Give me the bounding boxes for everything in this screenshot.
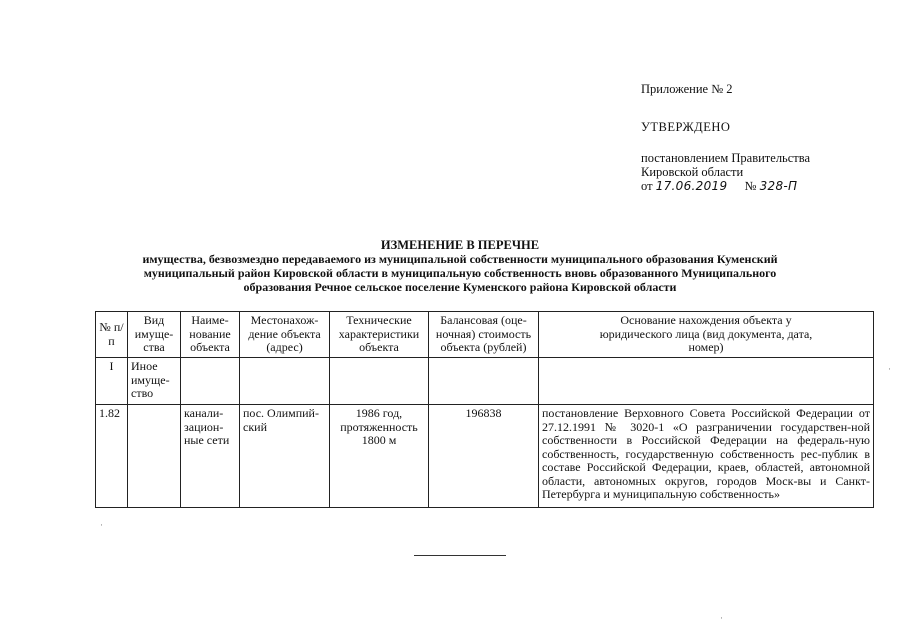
section-num: I [96,358,128,405]
section-empty-cell [539,358,874,405]
scan-speck: · [888,364,891,374]
date-value: 17.06.2019 [655,179,728,193]
table-row-item [96,405,874,508]
header-num: № п/п [96,312,128,358]
item-tech: 1986 год, протяженность 1800 м [330,405,429,508]
number-prefix: № [744,179,757,193]
header-value: Балансовая (оце-ночная) стоимость объекта (рублей) [429,312,539,358]
table-header-row [96,312,874,358]
item-num: 1.82 [96,405,128,508]
section-empty-cell [429,358,539,405]
header-address: Местонахож-дение объекта (адрес) [240,312,330,358]
approved-by-line2: Кировской области [641,165,744,179]
approved-by-line1: постановлением Правительства [641,151,811,165]
header-basis: Основание нахождения объекта у юридического лица (вид документа, дата, номер) [539,312,874,358]
header-type: Вид имуще-ства [128,312,181,358]
section-empty-cell [181,358,240,405]
item-address: пос. Олимпий-ский [240,405,330,508]
scan-speck: · [720,613,723,623]
footer-separator-line [414,555,506,556]
item-name: канали-зацион-ные сети [181,405,240,508]
header-name: Наиме-нование объекта [181,312,240,358]
property-table [95,311,874,508]
date-prefix: от [641,179,653,193]
section-type: Иное имуще-ство [128,358,181,405]
number-value: 328-П [759,179,798,193]
document-title-line1: имущества, безвозмездно передаваемого из муниципальной собственности муниципального образования Куменский [142,252,778,266]
approval-date-line [641,179,797,193]
item-value: 196838 [429,405,539,508]
header-tech: Технические характеристики объекта [330,312,429,358]
scan-speck: · [100,520,103,530]
table-row-section [96,358,874,405]
appendix-label: Приложение № 2 [641,82,733,96]
document-heading: ИЗМЕНЕНИЕ В ПЕРЕЧНЕ [380,238,540,252]
item-basis: постановление Верховного Совета Российской Федерации от 27.12.1991 № 3020-1 «О разграничении государствен-ной собственности в Российской Федерации на федераль-ную собственность, государственную собственность рес-публик в составе Российской Федерации, краев, областей, автономной области, автономных округов, городов Моск-вы и Санкт-Петербурга и муниципальную собственность» [539,405,874,508]
document-title-line2: муниципальный район Кировской области в муниципальную собственность вновь образованного Муниципального [143,266,777,280]
section-empty-cell [330,358,429,405]
item-type [128,405,181,508]
approved-label: УТВЕРЖДЕНО [641,120,731,134]
document-title-line3: образования Речное сельское поселение Куменского района Кировской области [243,280,677,294]
section-empty-cell [240,358,330,405]
